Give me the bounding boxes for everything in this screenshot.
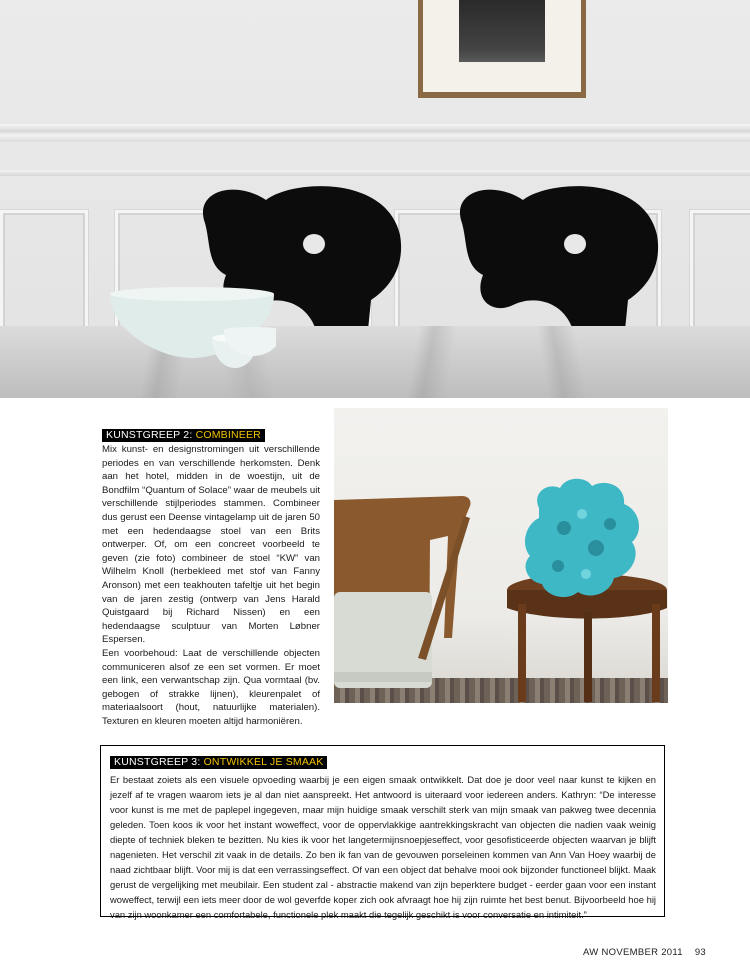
hero-photo (0, 0, 750, 398)
page-footer (583, 947, 706, 958)
kunstgreep-3-body: Er bestaat zoiets als een visuele opvoeding waarbij je een eigen smaak ontwikkelt. Dat doe je door veel naar kunst te kijken en jezelf af te vragen waarom iets je al dan niet aanspreekt. Het antwoord is uiteraard voor iedereen anders. Kathryn: “De interesse voor kunst is me met de paplepel ingegeven, maar mijn huidige smaak verschilt sterk van mijn smaak van pakweg twee decennia geleden. Toen koos ik voor het instant woweffect, voor de oppervlakkige aantrekkingskracht van objecten die nadien vaak weinig diepte of techniek bleken te bezitten. Nu kies ik voor het langetermijnsnoepjeseffect, voor gesofisticeerde objecten waarvan je blijft nagenieten. Het verschil zit vaak in de details. Zo ben ik fan van de gevouwen porseleinen kommen van Ann Van Hoey waarbij de naad zichtbaar blijft. Voor mij is dat een verrassingseffect. Of van een object dat behalve mooi ook bijzonder functioneel blijkt. Maak gerust de vergelijking met meubilair. Een student zal - abstractie makend van zijn beperktere budget - eerder gaan voor een instant woweffect, terwijl een iets meer door de wol geverfde koper zich ook afvraagt hoe hij zijn ruimte het best benut. Bijvoorbeeld hoe hij van zijn woonkamer een comfortabele, functionele plek maakt die tegelijk geschikt is voor conversatie en intimiteit.” (110, 774, 656, 920)
heading-label: KUNSTGREEP 3: (114, 756, 204, 768)
black-chair-right (453, 180, 659, 330)
turquoise-sculpture (334, 408, 668, 703)
artwork-print (459, 0, 545, 62)
page-number: 93 (694, 947, 706, 958)
kunstgreep-2-paragraph-1: Mix kunst- en designstromingen uit verschillende periodes en van verschillende herkomsten. Denk aan het hotel, midden in de woestijn, uit de Bondfilm “Quantum of Solace” waar de meubels uit verschillende stijlperiodes stammen. Combineer dus gerust een Deense vintagelamp uit de jaren 50 met een hedendaagse stoel van een Brits ontwerper. Of, om een concreet voorbeeld te geven (zie foto) combineer de stoel “KW” van Wilhelm Knoll (herbekleed met stof van Fanny Aronson) met een teakhouten tafeltje uit het begin van de jaren zestig (ontwerp van Jens Harald Quistgaard bij Richard Nissen) en een hedendaagse sculptuur van Morten Løbner Espersen. (102, 444, 320, 646)
heading-label: KUNSTGREEP 2: (106, 429, 196, 441)
issue-label: AW NOVEMBER 2011 (583, 947, 683, 958)
artwork-mat (423, 0, 581, 92)
heading-highlight: COMBINEER (195, 429, 261, 441)
wall-panel (690, 210, 750, 336)
interior-photo (334, 408, 668, 703)
kunstgreep-3-box (100, 745, 665, 920)
kunstgreep-2-section (102, 425, 320, 728)
wall-molding-lower (0, 170, 750, 176)
wall-panel (0, 210, 88, 336)
kunstgreep-2-heading (102, 429, 265, 442)
wall-molding (0, 124, 750, 142)
kunstgreep-2-paragraph-2: Een voorbehoud: Laat de verschillende objecten communiceren alsof ze een set vormen. Er moet een link, een verwantschap zijn. Qua vormtaal (bv. gebogen of strakke lijnen), kleurenpalet of materiaalsoort (hout, natuurlijke materialen). Texturen en kleuren moeten altijd harmoniëren. (102, 647, 320, 727)
kunstgreep-3-heading (110, 756, 327, 769)
heading-highlight: ONTWIKKEL JE SMAAK (203, 756, 324, 768)
porcelain-bowls (108, 284, 276, 374)
framed-artwork (418, 0, 586, 98)
